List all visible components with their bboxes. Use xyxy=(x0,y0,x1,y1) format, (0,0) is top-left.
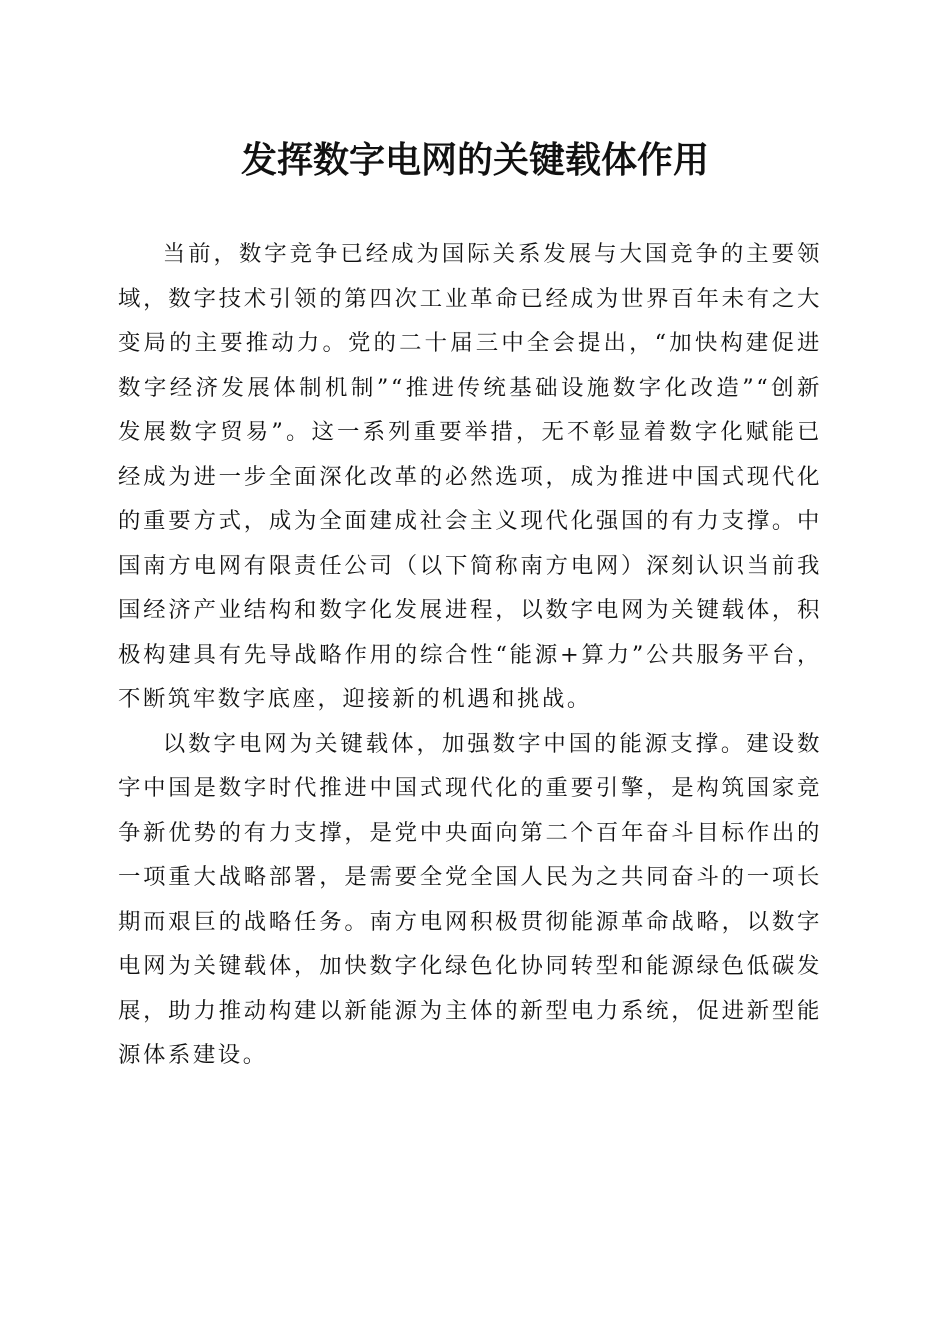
paragraph-energy-support: 以数字电网为关键载体，加强数字中国的能源支撑。建设数字中国是数字时代推进中国式现代化的重要引擎，是构筑国家竞争新优势的有力支撑，是党中央面向第二个百年奋斗目标作出的一项重大战略部署，是需要全党全国人民为之共同奋斗的一项长期而艰巨的战略任务。南方电网积极贯彻能源革命战略，以数字电网为关键载体，加快数字化绿色化协同转型和能源绿色低碳发展，助力推动构建以新能源为主体的新型电力系统，促进新型能源体系建设。 xyxy=(118,730,822,1068)
document-body xyxy=(118,232,822,1078)
document-title: 发挥数字电网的关键载体作用 xyxy=(240,139,709,181)
paragraph-intro: 当前，数字竞争已经成为国际关系发展与大国竞争的主要领域，数字技术引领的第四次工业革命已经成为世界百年未有之大变局的主要推动力。党的二十届三中全会提出，“加快构建促进数字经济发展体制机制”“推进传统基础设施数字化改造”“创新发展数字贸易”。这一系列重要举措，无不彰显着数字化赋能已经成为进一步全面深化改革的必然选项，成为推进中国式现代化的重要方式，成为全面建成社会主义现代化强国的有力支撑。中国南方电网有限责任公司（以下简称南方电网）深刻认识当前我国经济产业结构和数字化发展进程，以数字电网为关键载体，积极构建具有先导战略作用的综合性“能源+算力”公共服务平台，不断筑牢数字底座，迎接新的机遇和挑战。 xyxy=(118,241,822,712)
